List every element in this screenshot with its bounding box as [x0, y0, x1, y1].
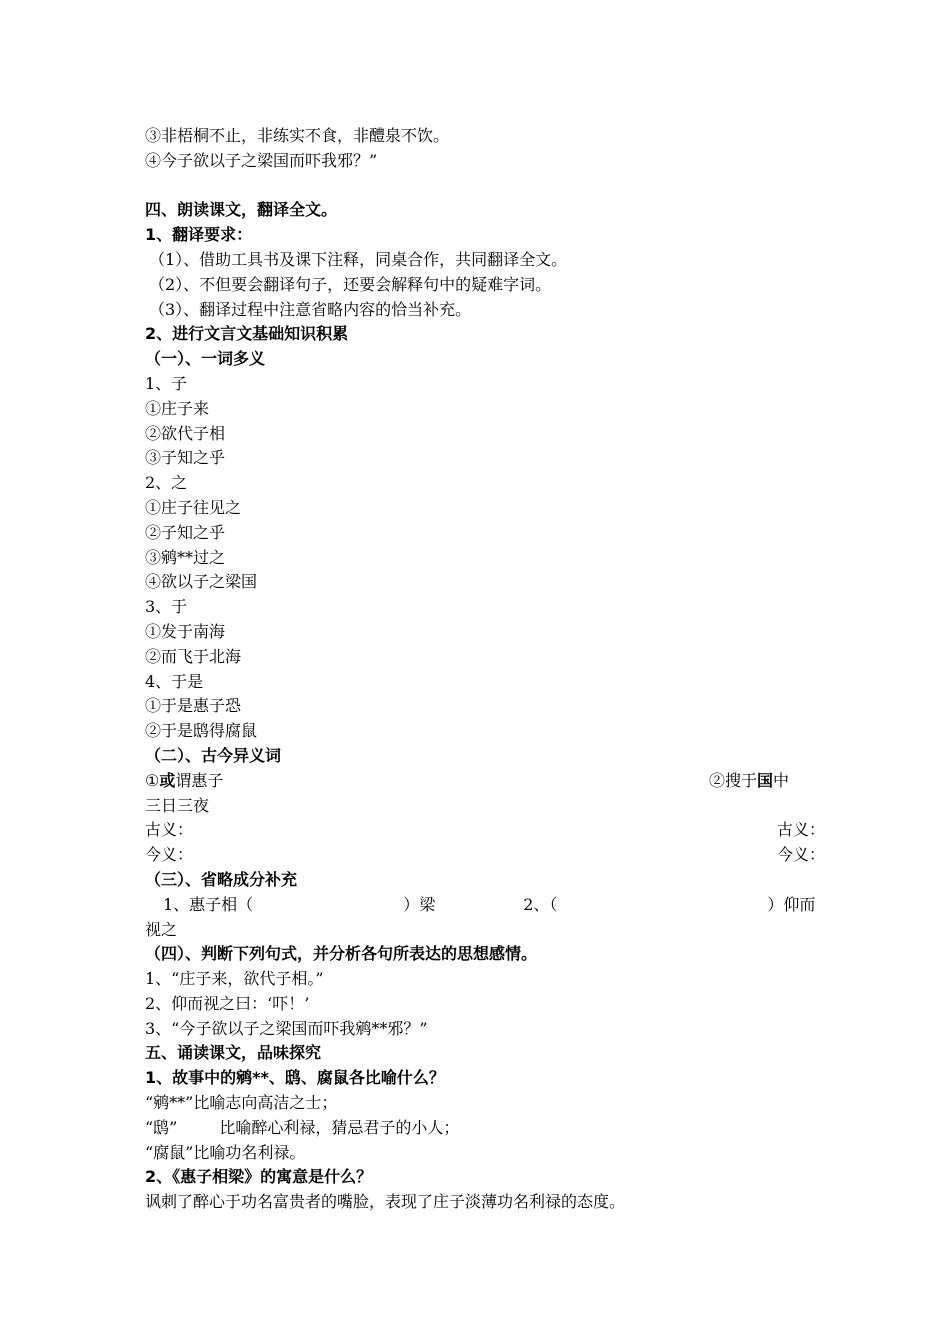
list-item: 1、子: [145, 373, 188, 393]
list-item: ①庄子往见之: [145, 497, 242, 517]
list-item: ②欲代子相: [145, 423, 226, 443]
section-heading: 五、诵读课文，品味探究: [145, 1043, 322, 1063]
blank-a-suffix: ）梁: [403, 894, 436, 914]
list-item: 1、“庄子来，欲代子相。”: [145, 969, 324, 989]
blank-b[interactable]: [557, 893, 767, 918]
list-item: ①庄子来: [145, 398, 210, 418]
list-item: 3、“今子欲以子之梁国而吓我鹓**邪？”: [145, 1018, 428, 1038]
list-item: 2、之: [145, 473, 188, 493]
subsection-heading: （二）、古今异义词: [145, 745, 282, 765]
list-item: ③鹓**过之: [145, 547, 226, 567]
fill-blank-row: [145, 893, 825, 918]
meaning-row: [145, 843, 825, 868]
antonym-row: [145, 769, 825, 794]
gu-label-left: 古义：: [145, 820, 194, 840]
question-heading: 2、《惠子相梁》的寓意是什么？: [145, 1167, 373, 1187]
answer-line: “腐鼠”比喻功名利禄。: [145, 1142, 306, 1162]
list-item: （2）、不但要会翻译句子，还要会解释句中的疑难字词。: [149, 274, 552, 294]
list-item: ③子知之乎: [145, 448, 226, 468]
fill-blank-cont: 视之: [145, 919, 178, 939]
question-heading: 1、故事中的鹓**、鸱、腐鼠各比喻什么？: [145, 1068, 445, 1088]
list-item: ④欲以子之梁国: [145, 572, 258, 592]
item-two-cont: 三日三夜: [145, 795, 210, 815]
list-item: 3、于: [145, 597, 188, 617]
list-item: 4、于是: [145, 671, 204, 691]
blank-a[interactable]: [253, 893, 403, 918]
subsection-heading: （一）、一词多义: [145, 349, 266, 369]
list-item: ②子知之乎: [145, 522, 226, 542]
meaning-row: [145, 818, 825, 843]
blank-b-prefix: 2、（: [523, 894, 558, 914]
list-item: ②而飞于北海: [145, 646, 242, 666]
blank-b-suffix: ）仰而: [767, 894, 816, 914]
answer-line: 讽刺了醉心于功名富贵者的嘴脸，表现了庄子淡薄功名利禄的态度。: [145, 1192, 626, 1212]
list-item: 2、仰而视之曰：‘吓！’: [145, 993, 310, 1013]
item-one: ①或谓惠子: [145, 770, 224, 790]
jin-label-left: 今义：: [145, 845, 194, 865]
blank-a-prefix: 1、惠子相（: [163, 894, 254, 914]
section-heading: 四、朗读课文，翻译全文。: [145, 200, 338, 220]
jin-label-right: 今义：: [776, 845, 825, 865]
answer-line: “鸱” 比喻醉心利禄，猜忌君子的小人；: [145, 1117, 460, 1137]
subsection-heading: （四）、判断下列句式，并分析各句所表达的思想感情。: [145, 944, 538, 964]
list-item: ①于是惠子恐: [145, 696, 242, 716]
spacer: [435, 893, 523, 918]
list-item: ②于是鸱得腐鼠: [145, 721, 258, 741]
text-line: ③非梧桐不止，非练实不食，非醴泉不饮。: [145, 126, 450, 145]
subsection-heading: 2、进行文言文基础知识积累: [145, 324, 349, 344]
answer-line: “鹓**”比喻志向高洁之士；: [145, 1093, 338, 1113]
subsection-heading: （三）、省略成分补充: [145, 869, 298, 889]
spacer: [145, 174, 825, 199]
item-two: ②搜于国中: [708, 770, 789, 790]
gu-label-right: 古义：: [776, 820, 825, 840]
list-item: （1）、借助工具书及课下注释，同桌合作，共同翻译全文。: [149, 249, 568, 269]
list-item: （3）、翻译过程中注意省略内容的恰当补充。: [149, 299, 472, 319]
subsection-heading: 1、翻译要求：: [145, 225, 253, 245]
text-line: ④今子欲以子之梁国而吓我邪？”: [145, 150, 378, 170]
list-item: ①发于南海: [145, 621, 226, 641]
document-page: [145, 124, 825, 1215]
